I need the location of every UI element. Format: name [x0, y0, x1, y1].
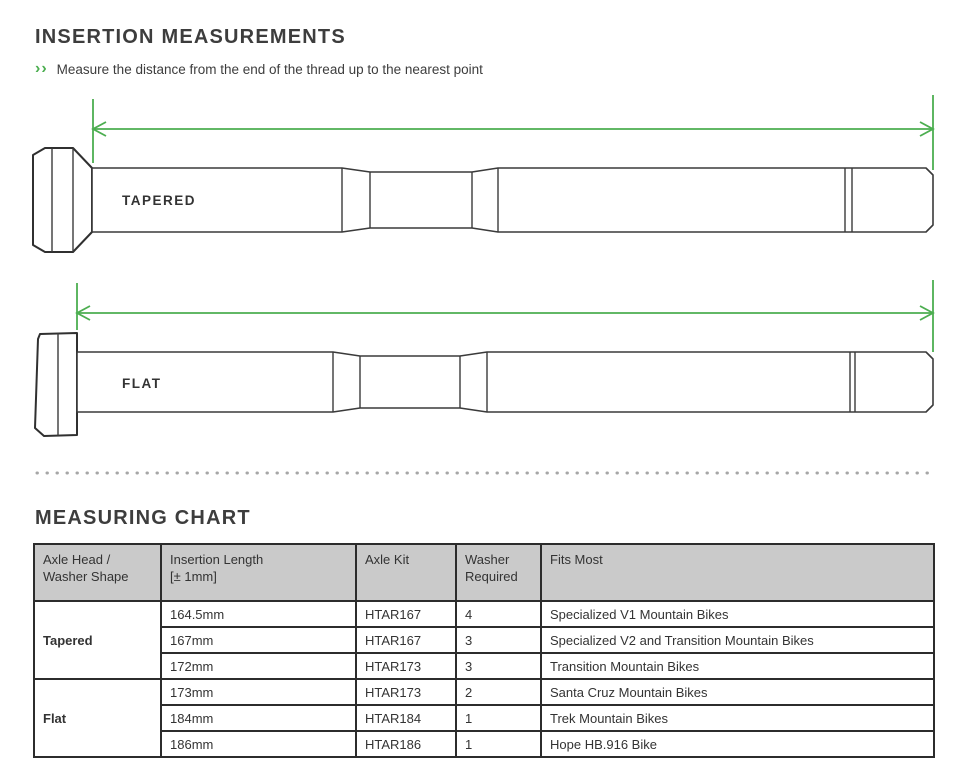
- shape-cell-tapered: Tapered: [34, 601, 161, 679]
- flat-label: FLAT: [122, 376, 162, 391]
- col-header-axle-head-washer-shape: [34, 544, 161, 601]
- kit-cell: HTAR173: [356, 679, 456, 705]
- washers-cell: 1: [456, 731, 541, 757]
- header-line: Axle Kit: [365, 552, 410, 567]
- kit-cell: HTAR186: [356, 731, 456, 757]
- header-line: Axle Head /: [43, 552, 111, 567]
- table-row: [34, 627, 934, 653]
- col-header-axle-kit: [356, 544, 456, 601]
- measuring-chart-table: [33, 543, 935, 758]
- header-line: Insertion Length: [170, 552, 264, 567]
- kit-cell: HTAR184: [356, 705, 456, 731]
- fits-cell: Santa Cruz Mountain Bikes: [541, 679, 934, 705]
- col-header-washer-required: [456, 544, 541, 601]
- table-row: [34, 653, 934, 679]
- tapered-label: TAPERED: [122, 193, 197, 208]
- length-cell: 172mm: [161, 653, 356, 679]
- header-line: Washer: [465, 552, 510, 567]
- col-header-insertion-length: [161, 544, 356, 601]
- flat-dimension-arrow: [77, 280, 933, 352]
- table-row: [34, 705, 934, 731]
- header-line: [± 1mm]: [170, 568, 217, 584]
- table-row: [34, 601, 934, 627]
- measure-instruction-text: Measure the distance from the end of the thread up to the nearest point: [56, 61, 483, 77]
- tapered-axle-head: [33, 148, 92, 252]
- table-row: [34, 679, 934, 705]
- section-title-measuring-chart: MEASURING CHART: [35, 507, 251, 529]
- length-cell: 186mm: [161, 731, 356, 757]
- section-title-insertion-measurements: INSERTION MEASUREMENTS: [35, 26, 346, 48]
- flat-axle-shaft: [77, 352, 933, 412]
- washers-cell: 2: [456, 679, 541, 705]
- flat-axle-head: [35, 333, 77, 436]
- table-header-row: [34, 544, 934, 601]
- length-cell: 164.5mm: [161, 601, 356, 627]
- col-header-fits-most: [541, 544, 934, 601]
- kit-cell: HTAR167: [356, 627, 456, 653]
- flat-axle-diagram: [35, 280, 933, 436]
- length-cell: 184mm: [161, 705, 356, 731]
- washers-cell: 3: [456, 653, 541, 679]
- header-line: Washer Shape: [43, 568, 129, 584]
- tapered-axle-shaft: [92, 168, 933, 232]
- fits-cell: Specialized V1 Mountain Bikes: [541, 601, 934, 627]
- fits-cell: Specialized V2 and Transition Mountain Bikes: [541, 627, 934, 653]
- length-cell: 167mm: [161, 627, 356, 653]
- washers-cell: 1: [456, 705, 541, 731]
- chevron-right-icon: ››: [35, 60, 48, 77]
- washers-cell: 4: [456, 601, 541, 627]
- kit-cell: HTAR173: [356, 653, 456, 679]
- header-line: Fits Most: [550, 552, 603, 567]
- table-row: [34, 731, 934, 757]
- tapered-dimension-arrow: [93, 95, 933, 170]
- length-cell: 173mm: [161, 679, 356, 705]
- washers-cell: 3: [456, 627, 541, 653]
- fits-cell: Hope HB.916 Bike: [541, 731, 934, 757]
- fits-cell: Trek Mountain Bikes: [541, 705, 934, 731]
- tapered-axle-diagram: [33, 95, 933, 252]
- header-line: Required: [465, 568, 518, 584]
- kit-cell: HTAR167: [356, 601, 456, 627]
- fits-cell: Transition Mountain Bikes: [541, 653, 934, 679]
- shape-cell-flat: Flat: [34, 679, 161, 757]
